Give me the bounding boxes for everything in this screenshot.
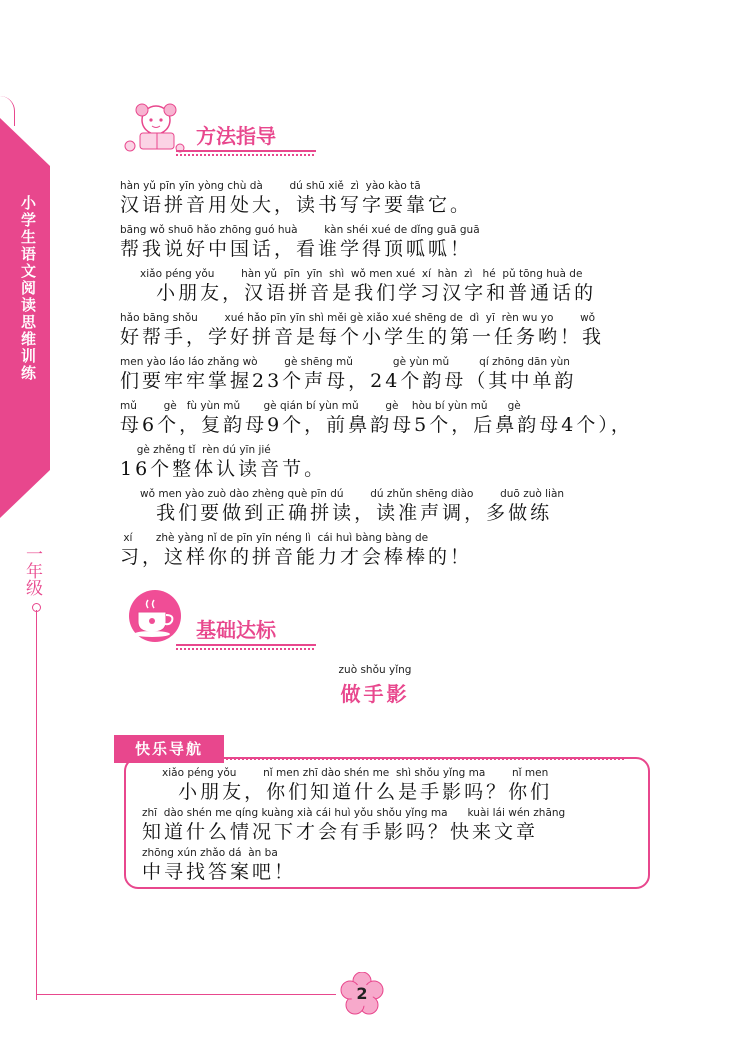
text-line <box>120 400 650 444</box>
article-title: 做手影 <box>340 682 410 706</box>
pinyin-line: zhī dào shén me qíng kuàng xià cái huì yǒu shǒu yǐng ma kuài lái wén zhāng <box>142 807 566 819</box>
pinyin-line: hàn yǔ pīn yīn yòng chù dà dú shū xiě zì yào kào tā <box>120 180 421 192</box>
hanzi-line: 16个整体认读音节。 <box>120 458 327 480</box>
pinyin-line: xiǎo péng yǒu hàn yǔ pīn yīn shì wǒ men xué xí hàn zì hé pǔ tōng huà de <box>120 268 583 280</box>
text-line <box>120 268 650 312</box>
happy-nav-tag: 快乐导航 <box>114 735 224 763</box>
hanzi-line: 小朋友，你们知道什么是手影吗？你们 <box>142 781 553 803</box>
text-line <box>142 847 638 891</box>
pinyin-line: hǎo bāng shǒu xué hǎo pīn yīn shì měi gè xiǎo xué shēng de dì yī rèn wu yo wǒ <box>120 312 596 324</box>
text-line <box>120 532 650 576</box>
text-line <box>142 807 638 851</box>
pinyin-line: zhōng xún zhǎo dá àn ba <box>142 847 278 859</box>
hanzi-line: 小朋友，汉语拼音是我们学习汉字和普通话的 <box>120 282 597 304</box>
pinyin-line: gè zhěng tǐ rèn dú yīn jié <box>120 444 271 456</box>
text-line <box>120 312 650 356</box>
pinyin-line: men yào láo láo zhǎng wò gè shēng mǔ gè yùn mǔ qí zhōng dān yùn <box>120 356 570 368</box>
section-rule <box>176 644 316 646</box>
pinyin-line: mǔ gè fù yùn mǔ gè qián bí yùn mǔ gè hòu bí yùn mǔ gè <box>120 400 521 412</box>
hanzi-line: 中寻找答案吧！ <box>142 861 297 883</box>
grade-label: 一年级 <box>22 545 42 596</box>
section-rule-dotted <box>176 154 316 156</box>
hanzi-line: 习，这样你的拼音能力才会棒棒的！ <box>120 546 473 568</box>
hanzi-line: 母6个，复韵母9个，前鼻韵母5个，后鼻韵母4个）， <box>120 414 633 436</box>
section-rule <box>176 150 316 152</box>
page-number: 2 <box>356 984 368 1003</box>
bottom-rule <box>36 994 336 995</box>
pinyin-line: xiǎo péng yǒu nǐ men zhī dào shén me shì shǒu yǐng ma nǐ men <box>142 767 549 779</box>
pinyin-line: bāng wǒ shuō hǎo zhōng guó huà kàn shéi xué de dǐng guā guā <box>120 224 480 236</box>
teacup-icon <box>122 588 188 644</box>
text-line <box>120 444 650 488</box>
happy-nav-box <box>124 757 650 889</box>
pinyin-line: wǒ men yào zuò dào zhèng què pīn dú dú zhǔn shēng diào duō zuò liàn <box>120 488 565 500</box>
subtitle-pinyin: zuò shǒu yǐng <box>338 664 412 676</box>
hanzi-line: 帮我说好中国话，看谁学得顶呱呱！ <box>120 238 473 260</box>
hanzi-line: 汉语拼音用处大，读书写字要靠它。 <box>120 194 473 216</box>
hanzi-line: 好帮手，学好拼音是每个小学生的第一任务哟！我 <box>120 326 605 348</box>
section-title-method: 方法指导 <box>196 124 276 148</box>
series-title: 小学生语文阅读思维训练 <box>19 195 37 382</box>
section-title-basics: 基础达标 <box>196 618 276 642</box>
pinyin-line: xí zhè yàng nǐ de pīn yīn néng lì cái huì bàng bàng de <box>120 532 429 544</box>
section-rule-dotted <box>176 648 316 650</box>
hanzi-line: 知道什么情况下才会有手影吗？快来文章 <box>142 821 539 843</box>
page-number-badge <box>340 972 384 1016</box>
girl-reading-icon <box>120 98 190 156</box>
text-line <box>120 224 650 268</box>
text-line <box>120 488 650 532</box>
text-line <box>120 356 650 400</box>
text-line <box>120 180 650 224</box>
hanzi-line: 我们要做到正确拼读，读准声调，多做练 <box>120 502 553 524</box>
text-line <box>142 767 638 811</box>
hanzi-line: 们要牢牢掌握23个声母，24个韵母（其中单韵 <box>120 370 577 392</box>
